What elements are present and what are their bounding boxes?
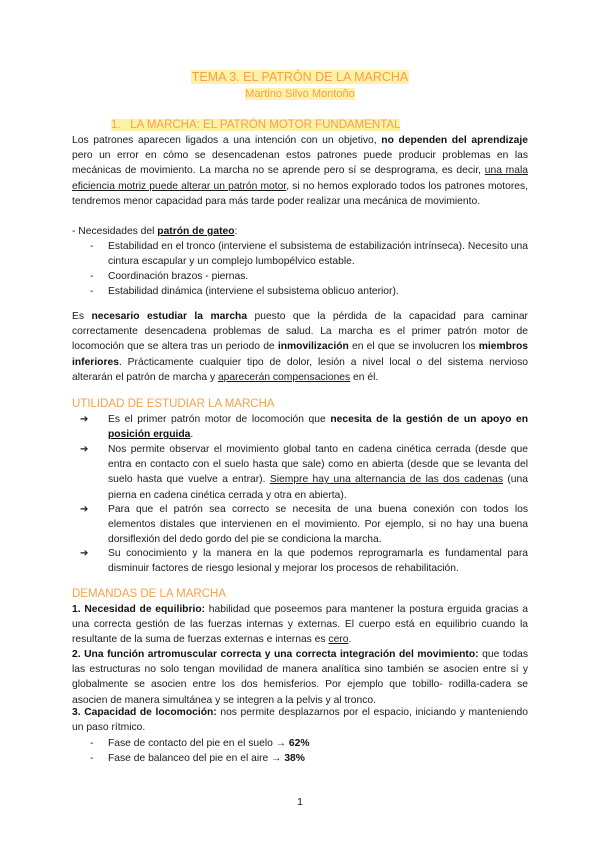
list-item: Para que el patrón sea correcto se necesita de una buena conexión con todos los elementos distales que intervienen en el movimiento. Por ejemplo, si no hay una buena dorsiflexión del dedo gordo del pie se condiciona la marcha.	[108, 504, 528, 546]
needs-intro: - Necesidades del patrón de gateo:	[72, 226, 238, 237]
paragraph-estudiar-marcha: Es necesario estudiar la marcha puesto que la pérdida de la capacidad para caminar correctamente desencadena problemas de salud. La marcha es el primer patrón motor de locomoción que se altera tras un periodo de inmovilización en el que se involucren los miembros inferiores. Prácticamente cualquier tipo de dolor, lesión a nivel local o del sistema nervioso alterarán el patrón de marcha y aparecerán compensaciones en él.	[72, 311, 528, 383]
arrow-bullet: ➔	[80, 504, 89, 515]
document-title: TEMA 3. EL PATRÓN DE LA MARCHA	[191, 70, 409, 84]
list-item: Estabilidad dinámica (interviene el subsistema oblicuo anterior).	[108, 286, 399, 297]
demand-locomocion: 3. Capacidad de locomoción: nos permite desplazarnos por el espacio, iniciando y manteniendo un paso rítmico.	[72, 707, 529, 734]
list-bullet: -	[90, 738, 94, 749]
section-heading-demandas: DEMANDAS DE LA MARCHA	[72, 588, 227, 600]
list-item: Fase de contacto del pie en el suelo → 62%	[108, 738, 310, 749]
demand-equilibrio: 1. Necesidad de equilibrio: habilidad que poseemos para mantener la postura erguida gracias a una correcta gestión de las fuerzas internas y externas. El cuerpo está en equilibrio cuando la resultante de la suma de fuerzas externas e internas es cero.	[72, 604, 528, 646]
paragraph-patrones: Los patrones aparecen ligados a una intención con un objetivo, no dependen del aprendizaje pero un error en cómo se desencadenan estos patrones puede producir problemas en las mecánicas de movimiento. La marcha no se aprende pero sí se desprograma, es decir, una mala eficiencia motriz puede alterar un patrón motor, si no hemos explorado todos los patrones motores, tendremos menor capacidad para más tarde poder realizar una mecánica de movimiento.	[72, 135, 528, 207]
demand-artromuscular: 2. Una función artromuscular correcta y una correcta integración del movimiento: que todas las estructuras no solo tengan movilidad de manera analítica sino también se asocien entre sí y globalmente se asocien entre los dos hemisferios. Por ejemplo que tobillo- rodilla-cadera se asocien de manera simultánea y se integren a la pelvis y al tronco.	[72, 649, 529, 706]
list-bullet: -	[90, 241, 94, 252]
arrow-bullet: ➔	[80, 444, 89, 455]
section-heading-utilidad: UTILIDAD DE ESTUDIAR LA MARCHA	[72, 398, 275, 410]
arrow-bullet: ➔	[80, 548, 89, 559]
section-heading-1: 1. LA MARCHA: EL PATRÓN MOTOR FUNDAMENTAL	[111, 119, 401, 131]
list-bullet: -	[90, 271, 94, 282]
document-author: Martino Silvo Montoño	[245, 88, 355, 100]
list-item: Fase de balanceo del pie en el aire → 38%	[108, 753, 305, 764]
list-bullet: -	[90, 753, 94, 764]
list-bullet: -	[90, 286, 94, 297]
list-item: Coordinación brazos - piernas.	[108, 271, 249, 282]
page-number: 1	[297, 796, 303, 808]
list-item: Su conocimiento y la manera en la que podemos reprogramarla es fundamental para disminuir factores de riesgo lesional y mejorar los procesos de rehabilitación.	[108, 548, 528, 575]
list-item: Nos permite observar el movimiento global tanto en cadena cinética cerrada (desde que entra en contacto con el suelo hasta que sale) como en abierta (desde que se levanta del suelo hasta que vuelve a entrar). Siempre hay una alternancia de las dos cadenas (una pierna en cadena cinética cerrada y otra en abierta).	[108, 444, 528, 501]
arrow-bullet: ➔	[80, 414, 89, 425]
list-item: Es el primer patrón motor de locomoción que necesita de la gestión de un apoyo en posición erguida.	[108, 414, 528, 441]
list-item: Estabilidad en el tronco (interviene el subsistema de estabilización intrínseca). Necesito una cintura escapular y un complejo lumbopélvico estable.	[108, 241, 528, 268]
